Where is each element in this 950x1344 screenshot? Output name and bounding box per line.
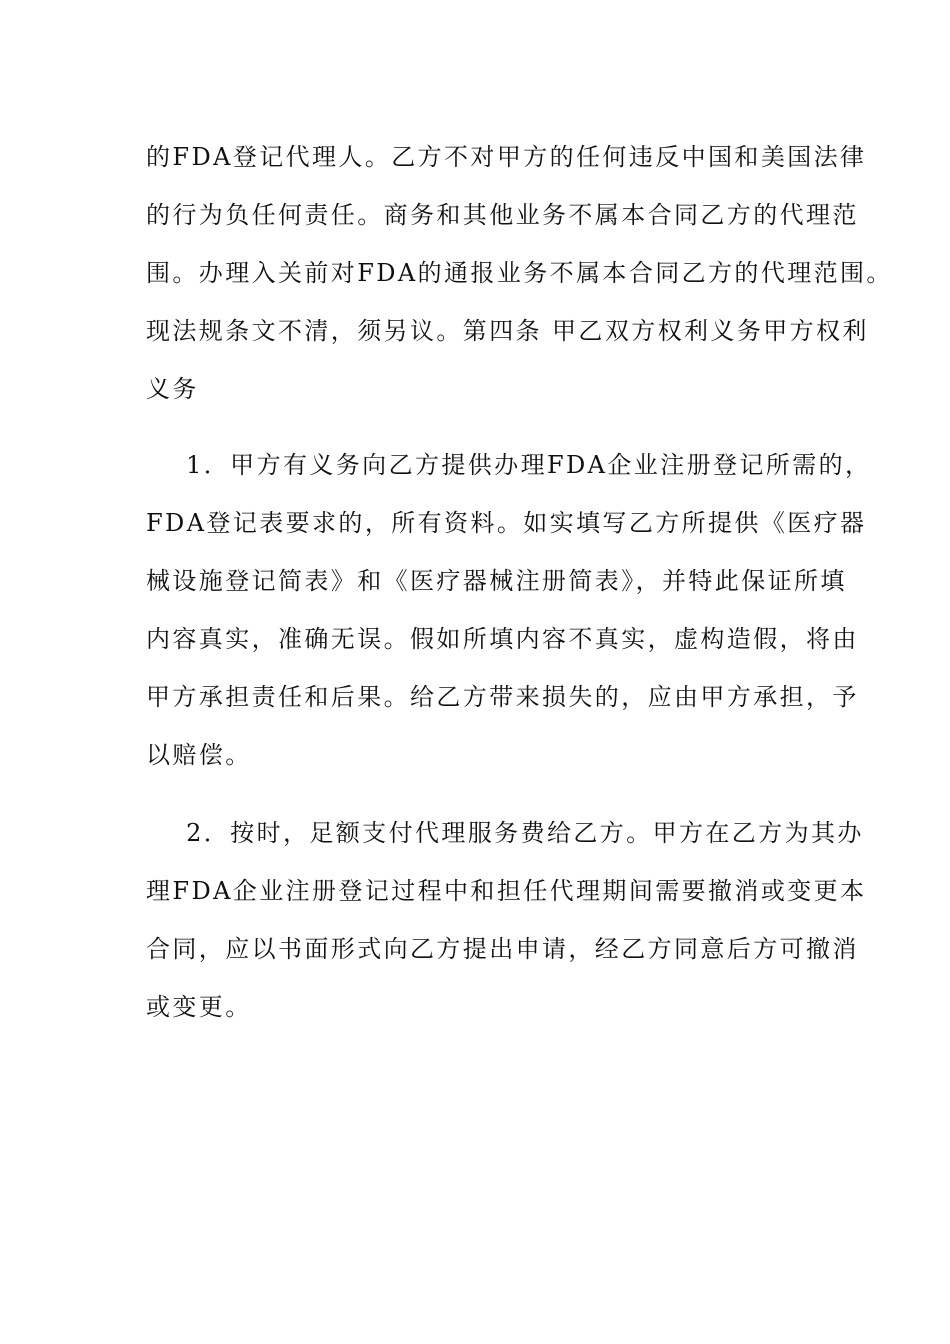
- text-line: 内容真实，准确无误。假如所填内容不真实，虚构造假，将由: [146, 625, 859, 653]
- text-line: 合同，应以书面形式向乙方提出申请，经乙方同意后方可撤消: [146, 935, 859, 963]
- paragraph-clause-2: [146, 804, 867, 1036]
- text-line: 围。办理入关前对FDA的通报业务不属本合同乙方的代理范围。: [146, 259, 893, 287]
- paragraph-fda-scope: [146, 128, 893, 418]
- text-line: 1．甲方有义务向乙方提供办理FDA企业注册登记所需的，: [146, 451, 872, 479]
- text-line: FDA登记表要求的，所有资料。如实填写乙方所提供《医疗器: [146, 509, 867, 537]
- text-line: 以赔偿。: [146, 741, 252, 769]
- text-line: 义务: [146, 375, 199, 403]
- document-body: [146, 128, 893, 1036]
- text-line: 甲方承担责任和后果。给乙方带来损失的，应由甲方承担，予: [146, 683, 859, 711]
- text-line: 的FDA登记代理人。乙方不对甲方的任何违反中国和美国法律: [146, 143, 867, 171]
- text-line: 的行为负任何责任。商务和其他业务不属本合同乙方的代理范: [146, 201, 859, 229]
- paragraph-gap: [146, 784, 816, 804]
- text-line: 或变更。: [146, 993, 252, 1021]
- text-line: 现法规条文不清，须另议。第四条 甲乙双方权利义务甲方权利: [146, 317, 869, 345]
- text-line: 械设施登记简表》和《医疗器械注册简表》，并特此保证所填: [146, 567, 847, 595]
- paragraph-clause-1: [146, 436, 872, 784]
- paragraph-gap: [146, 418, 816, 436]
- text-line: 理FDA企业注册登记过程中和担任代理期间需要撤消或变更本: [146, 877, 867, 905]
- text-line: 2．按时，足额支付代理服务费给乙方。甲方在乙方为其办: [146, 819, 864, 847]
